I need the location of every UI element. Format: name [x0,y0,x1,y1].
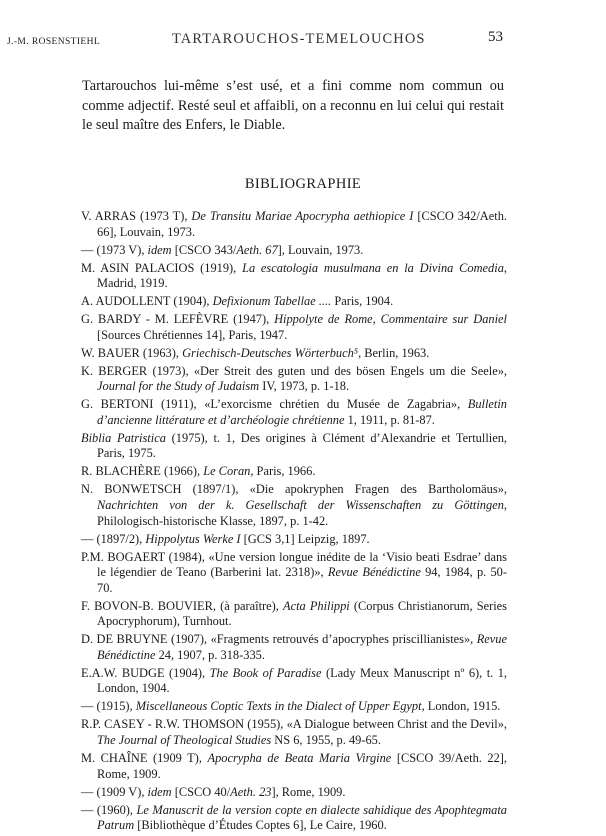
bibliography-entry [81,803,507,834]
entry-title: Defixionum Tabellae .... [212,294,332,309]
entry-text: NS 6, 1955, p. 49-65. [271,733,381,748]
entry-text: Paris, 1904. [331,294,394,309]
entry-text: , Philologisch-historische Klasse, 1897, p. 1-42. [97,498,507,528]
entry-text: , London, 1915. [421,699,501,714]
bibliography-entry [81,785,507,801]
entry-title: Aeth. 23 [230,784,272,799]
entry-title: Le Coran [203,464,251,479]
entry-title: Journal for the Study of Judaism [97,379,260,394]
entry-text: 94, 1984, p. 50-70. [97,565,507,595]
entry-text: — (1897/2), [81,531,146,546]
entry-title: Griechisch-Deutsches Wörterbuch⁵ [182,345,359,360]
bibliography-entry [81,599,507,630]
bibliography-entry [81,699,507,715]
entry-text: (1911), «L’exorcisme chrétien du Musée de Zagabria», [153,397,468,412]
entry-author: A. AUDOLLENT [81,294,171,309]
entry-title: Biblia Patristica [81,430,166,445]
entry-author: P.M. BOGAERT [81,549,165,564]
entry-text: [CSCO 39/Aeth. 22], Rome, 1909. [97,751,507,781]
entry-text: , (à paraître), [212,598,283,613]
entry-text: [CSCO 343/ [171,242,237,257]
entry-title: Miscellaneous Coptic Texts in the Dialect of Upper Egypt [135,699,422,714]
bibliography-entry [81,397,507,428]
entry-text: [CSCO 342/Aeth. 66], Louvain, 1973. [97,209,507,239]
page-number: 53 [488,29,503,45]
bibliography-entry [81,550,507,597]
entry-text: — (1915), [81,699,136,714]
entry-author: R.P. CASEY - R.W. THOMSON [81,717,245,732]
entry-author: M. ASIN PALACIOS [81,260,195,275]
entry-text: IV, 1973, p. 1-18. [259,379,350,394]
entry-author: V. ARRAS [81,209,137,223]
entry-text: (1904), [170,294,213,309]
entry-text: (1897/1), «Die apokryphen Fragen des Bartholomäus», [181,482,507,497]
intro-paragraph: Tartarouchos lui-même s’est usé, et a fini comme nom commun ou comme adjectif. Resté seul et affaibli, on a reconnu en lui celui qui restait le seul maître des Enfers, le Diable. [82,78,504,134]
entry-text: (1984), «Une version longue inédite de la ‘Visio beati Esdrae’ dans le légendier de Teano (Barberini lat. 2318)», [97,549,507,580]
entry-title: Hippolytus Werke I [145,531,241,546]
entry-title: idem [147,784,172,799]
bibliography-entry [81,346,507,362]
entry-text: (1947), [228,312,275,327]
entry-text: (1955), «A Dialogue between Christ and the Devil», [244,717,507,732]
running-header [0,28,606,48]
entry-title: Nachrichten von der k. Gesellschaft der Wissenschaften zu Göttingen [97,498,504,512]
entry-title: Revue Bénédictine [97,632,507,662]
entry-text: 24, 1907, p. 318-335. [155,647,265,662]
entry-text: [Sources Chrétiennes 14], Paris, 1947. [97,327,288,342]
entry-author: G. BARDY - M. LEFÈVRE [81,312,229,327]
bibliography-entry [81,261,507,292]
bibliography-entry [81,243,507,259]
entry-author: K. BERGER [81,363,148,378]
entry-title: La escatologia musulmana en la Divina Comedia [242,260,504,275]
entry-text: (1963), [139,345,183,360]
entry-text: (Corpus Christianorum, Series Apocryphorum), Turnhout. [97,598,507,629]
entry-text: (1909 T), [147,751,208,766]
bibliography-entry [81,532,507,548]
bibliography-entry [81,312,507,343]
bibliography-entry [81,482,507,529]
entry-author: F. BOVON-B. BOUVIER [81,598,213,613]
entry-text: ], Rome, 1909. [271,784,346,799]
entry-author: M. CHAÎNE [81,751,148,766]
bibliography-entry [81,464,507,480]
entry-text: — (1973 V), [81,242,148,257]
entry-text: 1, 1911, p. 81-87. [344,412,435,427]
section-heading: BIBLIOGRAPHIE [244,176,362,192]
bibliography-entry [81,294,507,310]
entry-title: The Book of Paradise [209,665,322,680]
entry-text: (1973 T), [136,209,192,223]
entry-title: Apocrypha de Beata Maria Virgine [207,751,392,766]
entry-text: (1907), «Fragments retrouvés d’apocryphes priscillianistes», [167,632,477,647]
entry-text: [GCS 3,1] Leipzig, 1897. [240,531,370,546]
entry-author: W. BAUER [81,345,140,360]
entry-text: (1919), [194,260,243,275]
bibliography-list [81,209,507,836]
entry-text: , Berlin, 1963. [358,345,430,360]
entry-title: Hippolyte de Rome, Commentaire sur Daniel [274,312,507,327]
entry-text: [Bibliothèque d’Études Coptes 6], Le Caire, 1960. [134,818,387,833]
entry-title: Le Manuscrit de la version copte en dialecte sahidique des Apophtegmata Patrum [97,802,507,833]
entry-author: N. BONWETSCH [81,482,182,497]
bibliography-entry [81,666,507,697]
entry-text: (Lady Meux Manuscript nº 6), t. 1, London, 1904. [97,665,508,696]
entry-text: (1975), t. 1, Des origines à Clément d’Alexandrie et Tertullien, Paris, 1975. [97,430,507,461]
entry-text: (1966), [160,464,204,479]
header-author: J.-M. ROSENSTIEHL [7,37,101,47]
bibliography-entry [81,209,507,240]
entry-title: De Transitu Mariae Apocrypha aethiopice I [191,209,414,223]
bibliography-entry [81,364,507,395]
entry-text: — (1960), [81,802,137,817]
entry-text: ], Louvain, 1973. [277,242,364,257]
entry-text: — (1909 V), [81,784,148,799]
entry-text: , Paris, 1966. [250,464,316,479]
entry-title: Revue Bénédictine [327,565,421,580]
entry-author: E.A.W. BUDGE [81,665,165,680]
header-title: TARTAROUCHOS-TEMELOUCHOS [172,31,426,47]
bibliography-entry [81,751,507,782]
entry-text: (1973), «Der Streit des guten und des bösen Engels um die Seele», [147,363,507,378]
bibliography-entry [81,632,507,663]
entry-title: The Journal of Theological Studies [97,733,272,748]
entry-author: G. BERTONI [81,397,154,412]
entry-title: Bulletin d’ancienne littérature et d’archéologie chrétienne [97,397,507,427]
entry-title: Aeth. 67 [236,242,278,257]
bibliography-entry [81,717,507,748]
entry-author: R. BLACHÈRE [81,464,161,479]
entry-text: (1904), [164,665,210,680]
entry-title: Acta Philippi [283,598,350,613]
entry-text: , Madrid, 1919. [97,260,508,291]
bibliography-entry [81,431,507,462]
entry-title: idem [147,242,172,257]
entry-text: [CSCO 40/ [171,784,231,799]
entry-author: D. DE BRUYNE [81,632,168,647]
